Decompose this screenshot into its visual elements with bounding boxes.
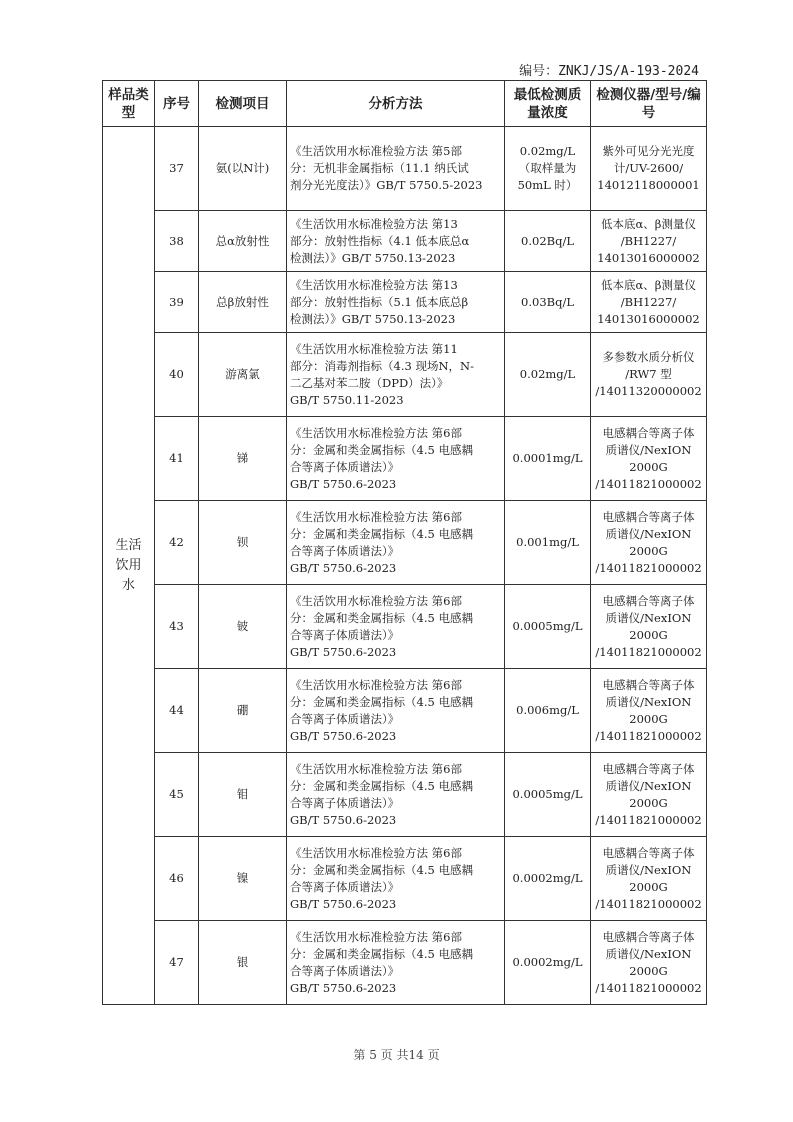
instrument-cell: 电感耦合等离子体 质谱仪/NexION 2000G /14011821000002 — [591, 585, 707, 669]
header-min-conc: 最低检测质量浓度 — [505, 81, 591, 127]
header-item: 检测项目 — [199, 81, 287, 127]
item-cell: 钼 — [199, 753, 287, 837]
instrument-cell: 电感耦合等离子体 质谱仪/NexION 2000G /14011821000002 — [591, 417, 707, 501]
header-sample-type: 样品类型 — [103, 81, 155, 127]
header-method: 分析方法 — [287, 81, 505, 127]
instrument-cell: 紫外可见分光光度 计/UV-2600/ 14012118000001 — [591, 127, 707, 211]
method-cell: 《生活饮用水标准检验方法 第6部 分：金属和类金属指标（4.5 电感耦 合等离子体质谱法）》 GB/T 5750.6-2023 — [287, 585, 505, 669]
header-seq: 序号 — [155, 81, 199, 127]
item-cell: 硼 — [199, 669, 287, 753]
document-number: 编号：ZNKJ/JS/A-193-2024 — [519, 64, 699, 79]
min-conc-cell: 0.02mg/L — [505, 333, 591, 417]
item-cell: 游离氯 — [199, 333, 287, 417]
table-row — [103, 585, 707, 669]
method-cell: 《生活饮用水标准检验方法 第6部 分：金属和类金属指标（4.5 电感耦 合等离子体质谱法）》 GB/T 5750.6-2023 — [287, 417, 505, 501]
seq-cell: 43 — [155, 585, 199, 669]
table-row — [103, 417, 707, 501]
min-conc-cell: 0.03Bq/L — [505, 272, 591, 333]
item-cell: 钡 — [199, 501, 287, 585]
table-row — [103, 211, 707, 272]
min-conc-cell: 0.0005mg/L — [505, 753, 591, 837]
item-cell: 总β放射性 — [199, 272, 287, 333]
min-conc-cell: 0.0002mg/L — [505, 921, 591, 1005]
seq-cell: 38 — [155, 211, 199, 272]
seq-cell: 45 — [155, 753, 199, 837]
item-cell: 锑 — [199, 417, 287, 501]
min-conc-cell: 0.0001mg/L — [505, 417, 591, 501]
method-cell: 《生活饮用水标准检验方法 第5部 分：无机非金属指标（11.1 纳氏试 剂分光光度法）》GB/T 5750.5-2023 — [287, 127, 505, 211]
instrument-cell: 电感耦合等离子体 质谱仪/NexION 2000G /14011821000002 — [591, 837, 707, 921]
min-conc-cell: 0.02mg/L （取样量为 50mL 时） — [505, 127, 591, 211]
instrument-cell: 电感耦合等离子体 质谱仪/NexION 2000G /14011821000002 — [591, 669, 707, 753]
min-conc-cell: 0.0005mg/L — [505, 585, 591, 669]
method-cell: 《生活饮用水标准检验方法 第6部 分：金属和类金属指标（4.5 电感耦 合等离子体质谱法）》 GB/T 5750.6-2023 — [287, 837, 505, 921]
seq-cell: 46 — [155, 837, 199, 921]
instrument-cell: 低本底α、β测量仪 /BH1227/ 14013016000002 — [591, 272, 707, 333]
min-conc-cell: 0.006mg/L — [505, 669, 591, 753]
seq-cell: 40 — [155, 333, 199, 417]
table-row — [103, 501, 707, 585]
seq-cell: 39 — [155, 272, 199, 333]
page-footer: 第 5 页 共14 页 — [353, 1048, 440, 1062]
method-cell: 《生活饮用水标准检验方法 第6部 分：金属和类金属指标（4.5 电感耦 合等离子体质谱法）》 GB/T 5750.6-2023 — [287, 753, 505, 837]
table-row — [103, 272, 707, 333]
test-method-table — [102, 80, 707, 1005]
method-cell: 《生活饮用水标准检验方法 第13 部分：放射性指标（5.1 低本底总β 检测法）》GB/T 5750.13-2023 — [287, 272, 505, 333]
table-header-row — [103, 81, 707, 127]
seq-cell: 41 — [155, 417, 199, 501]
seq-cell: 47 — [155, 921, 199, 1005]
header-instrument: 检测仪器/型号/编号 — [591, 81, 707, 127]
seq-cell: 42 — [155, 501, 199, 585]
item-cell: 银 — [199, 921, 287, 1005]
method-cell: 《生活饮用水标准检验方法 第13 部分：放射性指标（4.1 低本底总α 检测法）》GB/T 5750.13-2023 — [287, 211, 505, 272]
table-row — [103, 669, 707, 753]
table-row — [103, 837, 707, 921]
seq-cell: 37 — [155, 127, 199, 211]
min-conc-cell: 0.0002mg/L — [505, 837, 591, 921]
instrument-cell: 电感耦合等离子体 质谱仪/NexION 2000G /14011821000002 — [591, 501, 707, 585]
method-cell: 《生活饮用水标准检验方法 第6部 分：金属和类金属指标（4.5 电感耦 合等离子体质谱法）》 GB/T 5750.6-2023 — [287, 669, 505, 753]
min-conc-cell: 0.001mg/L — [505, 501, 591, 585]
min-conc-cell: 0.02Bq/L — [505, 211, 591, 272]
instrument-cell: 电感耦合等离子体 质谱仪/NexION 2000G /14011821000002 — [591, 753, 707, 837]
item-cell: 铍 — [199, 585, 287, 669]
method-cell: 《生活饮用水标准检验方法 第11 部分：消毒剂指标（4.3 现场N，N- 二乙基对苯二胺（DPD）法）》 GB/T 5750.11-2023 — [287, 333, 505, 417]
instrument-cell: 多参数水质分析仪 /RW7 型 /14011320000002 — [591, 333, 707, 417]
item-cell: 氨(以N计) — [199, 127, 287, 211]
seq-cell: 44 — [155, 669, 199, 753]
item-cell: 镍 — [199, 837, 287, 921]
instrument-cell: 电感耦合等离子体 质谱仪/NexION 2000G /14011821000002 — [591, 921, 707, 1005]
item-cell: 总α放射性 — [199, 211, 287, 272]
instrument-cell: 低本底α、β测量仪 /BH1227/ 14013016000002 — [591, 211, 707, 272]
sample-type-cell: 生活 饮用 水 — [103, 127, 155, 1005]
table-row — [103, 127, 707, 211]
method-cell: 《生活饮用水标准检验方法 第6部 分：金属和类金属指标（4.5 电感耦 合等离子体质谱法）》 GB/T 5750.6-2023 — [287, 921, 505, 1005]
table-row — [103, 921, 707, 1005]
method-cell: 《生活饮用水标准检验方法 第6部 分：金属和类金属指标（4.5 电感耦 合等离子体质谱法）》 GB/T 5750.6-2023 — [287, 501, 505, 585]
table-row — [103, 333, 707, 417]
table-row — [103, 753, 707, 837]
